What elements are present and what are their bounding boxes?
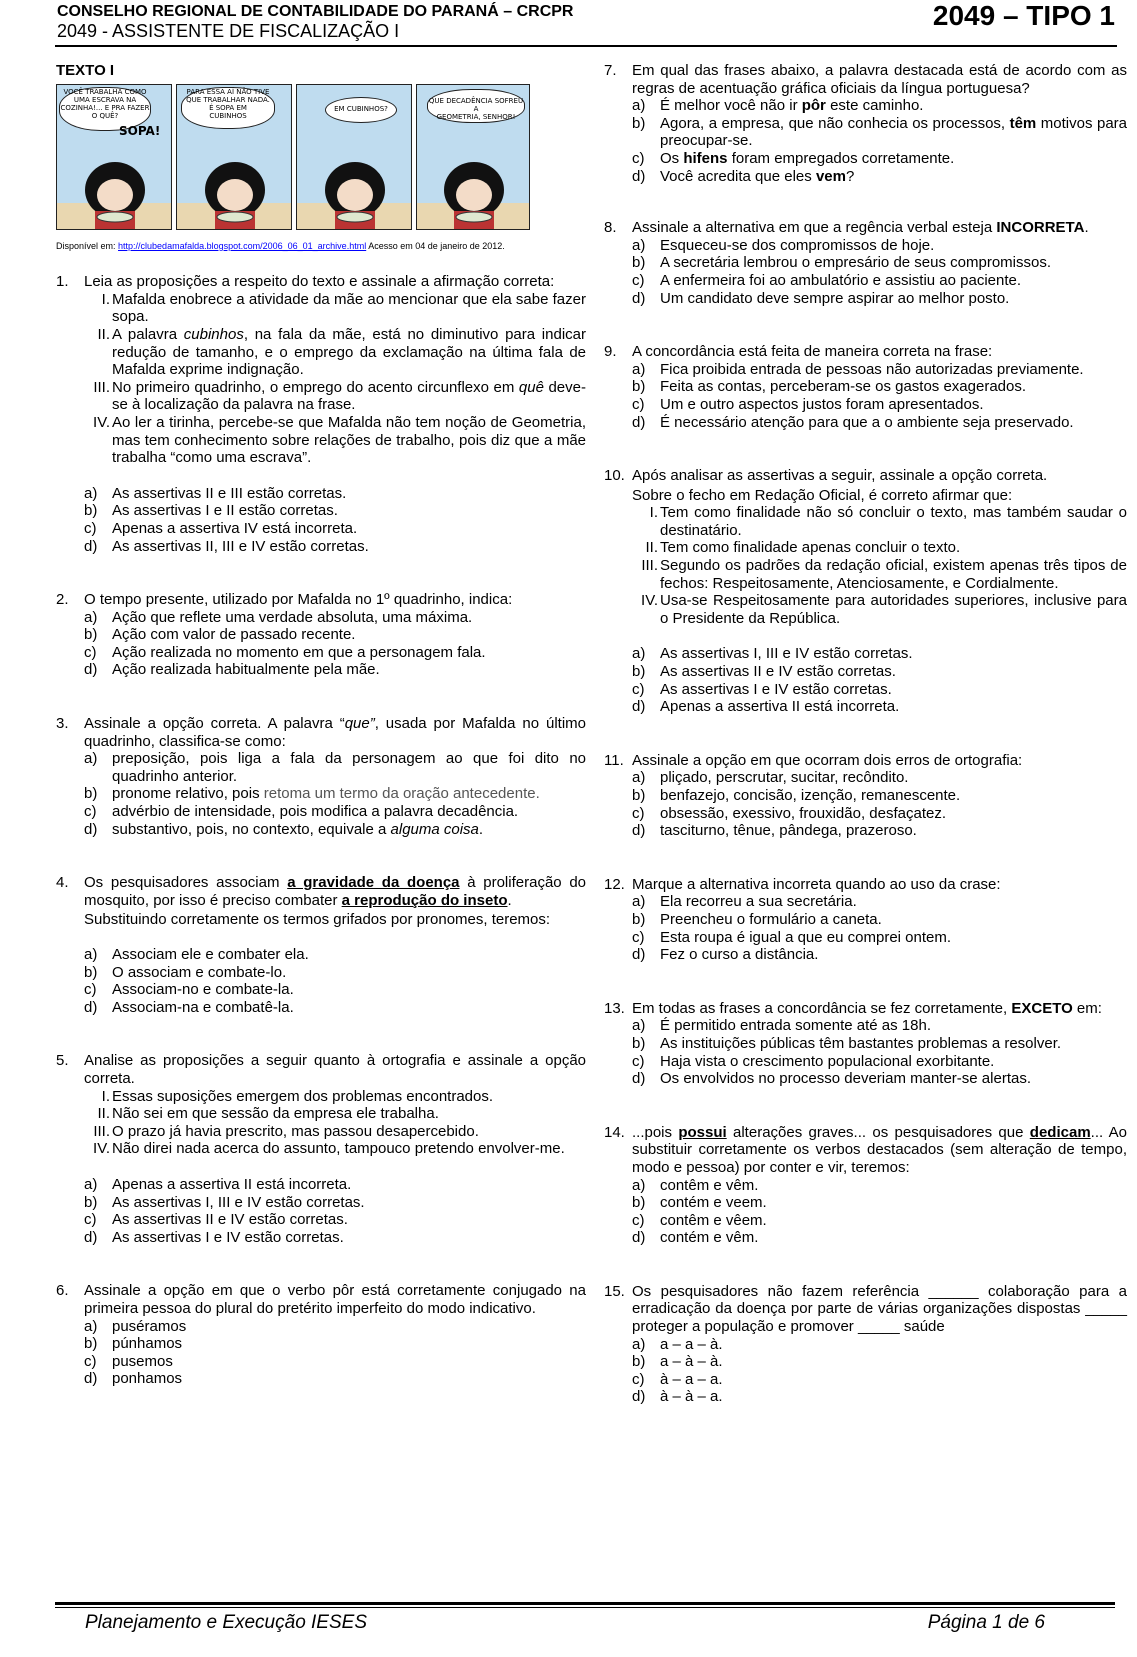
- option-c[interactable]: c) à – a – a.: [632, 1370, 723, 1388]
- question-2: 2. O tempo presente, utilizado por Mafalda no 1º quadrinho, indica: a) Ação que reflete uma verdade absoluta, uma máxima. b) Ação com valor de passado recente. c) Ação realizada no momento em que a personagem fala. d) Ação realizada habitualmente pela mãe.: [56, 591, 586, 679]
- option-c[interactable]: c) Ação realizada no momento em que a personagem fala.: [84, 643, 486, 661]
- option-a[interactable]: a) pliçado, perscrutar, sucitar, recôndito.: [632, 769, 909, 787]
- assertion: IV. Ao ler a tirinha, percebe-se que Mafalda não tem noção de Geometria, mas tem conhecimento sobre relações de trabalho, pois diz que a mãe trabalha “como uma escrava”.: [93, 413, 586, 467]
- mafalda-figure: [297, 145, 412, 230]
- mafalda-figure: [417, 145, 530, 230]
- option-c[interactable]: c) Os hifens foram empregados corretamente.: [632, 149, 955, 167]
- comic-panel-4: [416, 84, 530, 230]
- option-d[interactable]: d) Os envolvidos no processo deveriam manter-se alertas.: [632, 1070, 1032, 1088]
- question-12: 12. Marque a alternativa incorreta quando ao uso da crase: a) Ela recorreu a sua secretária. b) Preencheu o formulário a caneta. c) Esta roupa é igual a que eu comprei ontem. d) Fez o curso a distância.: [604, 876, 1127, 964]
- option-d[interactable]: d) As assertivas I e IV estão corretas.: [84, 1228, 344, 1246]
- option-b[interactable]: b) A secretária lembrou o empresário de seus compromissos.: [632, 254, 1051, 272]
- assertion: IV. Não direi nada acerca do assunto, tampouco pretendo envolver-me.: [93, 1140, 565, 1158]
- question-9: 9. A concordância está feita de maneira correta na frase: a) Fica proibida entrada de pessoas não autorizadas previamente. b) Feita as contas, perceberam-se os gastos exagerados. c) Um e outro aspectos justos foram apresentados. d) É necessário atenção para que a o ambiente seja preservado.: [604, 343, 1127, 431]
- option-c[interactable]: c) As assertivas II e IV estão corretas.: [84, 1211, 348, 1229]
- speech-bubble: VOCÊ TRABALHA COMO UMA ESCRAVA NA COZINHA!... E PRA FAZER O QUÊ?: [59, 87, 151, 131]
- option-c[interactable]: c) pusemos: [84, 1352, 173, 1370]
- speech-bubble: EM CUBINHOS?: [325, 97, 397, 123]
- option-a[interactable]: a) puséramos: [84, 1317, 187, 1335]
- option-d[interactable]: d) É necessário atenção para que a o ambiente seja preservado.: [632, 413, 1074, 431]
- speech-bubble: QUE DECADÊNCIA SOFREU A GEOMETRIA, SENHOR!: [427, 89, 525, 123]
- source-link[interactable]: http://clubedamafalda.blogspot.com/2006_06_01_archive.html: [118, 240, 367, 251]
- option-d[interactable]: d) Um candidato deve sempre aspirar ao melhor posto.: [632, 289, 1010, 307]
- option-a[interactable]: a) Ação que reflete uma verdade absoluta, uma máxima.: [84, 608, 473, 626]
- option-b[interactable]: b) As assertivas I e II estão corretas.: [84, 502, 338, 520]
- option-c[interactable]: c) Haja vista o crescimento populacional exorbitante.: [632, 1052, 995, 1070]
- header-divider: [55, 45, 1117, 47]
- header-exam: 2049 - ASSISTENTE DE FISCALIZAÇÃO I: [57, 21, 400, 41]
- option-b[interactable]: b) Preencheu o formulário a caneta.: [632, 910, 882, 928]
- assertion: II. Tem como finalidade apenas concluir o texto.: [645, 539, 961, 557]
- footer-left: Planejamento e Execução IESES: [85, 1612, 368, 1633]
- option-d[interactable]: d) Apenas a assertiva II está incorreta.: [632, 698, 900, 716]
- assertion: I. Essas suposições emergem dos problemas encontrados.: [101, 1087, 494, 1105]
- option-b[interactable]: b) Agora, a empresa, que não conhecia os processos, têm motivos para preocupar-se.: [632, 114, 1127, 150]
- question-6: 6. Assinale a opção em que o verbo pôr está corretamente conjugado na primeira pessoa do plural do pretérito imperfeito do modo indicativo. a) puséramos b) púnhamos c) pusemos d) ponhamos: [56, 1282, 586, 1388]
- comic-source: Disponível em: http://clubedamafalda.blogspot.com/2006_06_01_archive.html Acesso em 04 de janeiro de 2012.: [56, 240, 505, 251]
- right-column: [604, 62, 1127, 1406]
- option-c[interactable]: c) Esta roupa é igual a que eu comprei ontem.: [632, 928, 952, 946]
- question-5: 5. Analise as proposições a seguir quanto à ortografia e assinale a opção correta. I. Essas suposições emergem dos problemas encontrados. II. Não sei em que sessão da empresa ele trabalha. III. O prazo já havia prescrito, mas passou desapercebido. IV. Não direi nada acerca do assunto, tampouco pretendo envolver-me. a) Apenas a assertiva II está incorreta. b) As assertivas I, III e IV estão corretas. c) As assertivas II e IV estão corretas. d) As assertivas I e IV estão corretas.: [56, 1052, 586, 1246]
- option-c[interactable]: c) Associam-no e combate-la.: [84, 981, 294, 999]
- question-14: 14. ...pois possui alterações graves... os pesquisadores que dedicam... Ao substituir corretamente os verbos destacados (sem alteração de tempo, modo e pessoa) por conter e vir, teremos: a) contêm e vêm. b) contém e veem. c) contêm e vêem. d) contém e vêm.: [604, 1123, 1127, 1247]
- option-b[interactable]: b) púnhamos: [84, 1335, 183, 1353]
- assertion: III. O prazo já havia prescrito, mas passou desapercebido.: [93, 1122, 479, 1140]
- option-b[interactable]: b) a – à – à.: [632, 1353, 723, 1371]
- question-13: 13. Em todas as frases a concordância se fez corretamente, EXCETO em: a) É permitido entrada somente até as 18h. b) As instituições públicas têm bastantes problemas a resolver. c) Haja vista o crescimento populacional exorbitante. d) Os envolvidos no processo deveriam manter-se alertas.: [604, 1000, 1127, 1088]
- option-a[interactable]: a) Ela recorreu a sua secretária.: [632, 893, 857, 911]
- option-d[interactable]: d) contém e vêm.: [632, 1229, 759, 1247]
- option-c[interactable]: c) As assertivas I e IV estão corretas.: [632, 680, 892, 698]
- option-b[interactable]: b) benfazejo, concisão, izenção, remanescente.: [632, 787, 961, 804]
- option-d[interactable]: d) tasciturno, tênue, pândega, prazeroso.: [632, 822, 917, 840]
- question-10-sub: Sobre o fecho em Redação Oficial, é correto afirmar que:: [632, 486, 1013, 504]
- option-a[interactable]: a) As assertivas I, III e IV estão corretas.: [632, 645, 913, 663]
- question-10: 10. Após analisar as assertivas a seguir, assinale a opção correta. Sobre o fecho em Redação Oficial, é correto afirmar que: I. Tem como finalidade não só concluir o texto, mas também saudar o destinatário. II. Tem como finalidade apenas concluir o texto. III. Segundo os padrões da redação oficial, existem apenas três tipos de fechos: Respeitosamente, Atenciosamente, e Cordialmente. IV. Usa-se Respeitosamente para autoridades superiores, inclusive para o Presidente da República. a) As assertivas I, III e IV estão corretas. b) As assertivas II e IV estão corretas. c) As assertivas I e IV estão corretas. d) Apenas a assertiva II está incorreta.: [604, 467, 1127, 716]
- footer-divider: [55, 1602, 1115, 1605]
- comic-text-sopa: SOPA!: [119, 123, 161, 138]
- option-c[interactable]: c) Um e outro aspectos justos foram apresentados.: [632, 395, 984, 413]
- option-b[interactable]: b) O associam e combate-lo.: [84, 963, 287, 981]
- option-a[interactable]: a) Esqueceu-se dos compromissos de hoje.: [632, 236, 935, 254]
- speech-bubble: PARA ESSA AÍ NÃO TIVE QUE TRABALHAR NADA. É SOPA EM CUBINHOS: [181, 87, 275, 129]
- mafalda-figure: [57, 145, 172, 230]
- assertion: II. Não sei em que sessão da empresa ele trabalha.: [97, 1105, 439, 1123]
- option-c[interactable]: c) obsessão, exessivo, frouxidão, desfaçatez.: [632, 804, 946, 822]
- option-a[interactable]: a) preposição, pois liga a fala da personagem ao que foi dito no quadrinho anterior.: [84, 750, 586, 785]
- option-b[interactable]: b) As assertivas I, III e IV estão corretas.: [84, 1193, 365, 1211]
- left-column: [56, 62, 586, 1388]
- footer-page-number: Página 1 de 6: [927, 1612, 1045, 1633]
- option-d[interactable]: d) Associam-na e combatê-la.: [84, 998, 294, 1016]
- option-d[interactable]: d) Você acredita que eles vem?: [632, 167, 855, 185]
- option-d[interactable]: d) Ação realizada habitualmente pela mãe.: [84, 661, 380, 679]
- question-15: 15. Os pesquisadores não fazem referência ______ colaboração para a erradicação da doença por parte de várias organizações dispostas _____ proteger a população e promover _____ saúde a) a – a – à. b) a – à – à. c) à – a – a. d) à – à – a.: [604, 1282, 1127, 1406]
- option-c[interactable]: c) contêm e vêem.: [632, 1211, 767, 1229]
- question-3: 3. Assinale a opção correta. A palavra “que”, usada por Mafalda no último quadrinho, classifica-se como: a) preposição, pois liga a fala da personagem ao que foi dito no quadrinho anterior. b) pronome relativo, pois retoma um termo da oração antecedente. c) advérbio de intensidade, pois modifica a palavra decadência. d) substantivo, pois, no contexto, equivale a alguma coisa.: [56, 715, 586, 838]
- header-tipo: 2049 – TIPO 1: [932, 0, 1115, 31]
- assertion: II. A palavra cubinhos, na fala da mãe, está no diminutivo para indicar redução de tamanho, e o emprego da exclamação na última fala de Mafalda exprime indignação.: [97, 325, 586, 379]
- option-d[interactable]: d) ponhamos: [84, 1370, 183, 1388]
- texto-title: TEXTO I: [56, 62, 115, 79]
- option-a[interactable]: a) É melhor você não ir pôr este caminho.: [632, 97, 924, 115]
- option-a[interactable]: a) É permitido entrada somente até as 18h.: [632, 1017, 931, 1035]
- option-c[interactable]: c) A enfermeira foi ao ambulatório e assistiu ao paciente.: [632, 271, 1022, 289]
- option-c[interactable]: c) Apenas a assertiva IV está incorreta.: [84, 519, 358, 537]
- option-a[interactable]: a) Apenas a assertiva II está incorreta.: [84, 1175, 352, 1193]
- option-c[interactable]: c) advérbio de intensidade, pois modifica a palavra decadência.: [84, 803, 519, 821]
- option-d[interactable]: d) As assertivas II, III e IV estão corretas.: [84, 537, 369, 555]
- option-b[interactable]: b) pronome relativo, pois retoma um termo da oração antecedente.: [84, 785, 540, 803]
- footer-divider-thin: [55, 1607, 1115, 1608]
- option-b[interactable]: b) contém e veem.: [632, 1194, 767, 1212]
- assertion: I. Mafalda enobrece a atividade da mãe ao mencionar que ela sabe fazer sopa.: [101, 290, 586, 326]
- comic-panel-3: [296, 84, 412, 230]
- option-d[interactable]: d) à – à – a.: [632, 1388, 723, 1406]
- mafalda-figure: [177, 145, 292, 230]
- comic-strip: [56, 84, 530, 232]
- option-b[interactable]: b) Feita as contas, perceberam-se os gastos exagerados.: [632, 378, 1027, 396]
- assertion: III. Segundo os padrões da redação oficial, existem apenas três tipos de fechos: Respeitosamente, Atenciosamente, e Cordialmente.: [641, 557, 1127, 592]
- option-a[interactable]: a) Associam ele e combater ela.: [84, 946, 309, 963]
- question-11: 11. Assinale a opção em que ocorram dois erros de ortografia: a) pliçado, perscrutar, sucitar, recôndito. b) benfazejo, concisão, izenção, remanescente. c) obsessão, exessivo, frouxidão, desfaçatez. d) tasciturno, tênue, pândega, prazeroso.: [604, 752, 1127, 840]
- option-a[interactable]: a) Fica proibida entrada de pessoas não autorizadas previamente.: [632, 360, 1084, 378]
- comic-panel-2: [176, 84, 292, 230]
- option-d[interactable]: d) Fez o curso a distância.: [632, 946, 819, 964]
- option-a[interactable]: a) As assertivas II e III estão corretas.: [84, 484, 347, 502]
- option-b[interactable]: b) As assertivas II e IV estão corretas.: [632, 663, 896, 681]
- assertion: III. No primeiro quadrinho, o emprego do acento circunflexo em quê deve-se à localização da palavra na frase.: [93, 378, 586, 414]
- question-7: 7. Em qual das frases abaixo, a palavra destacada está de acordo com as regras de acentuação gráfica oficiais da língua portuguesa? a) É melhor você não ir pôr este caminho. b) Agora, a empresa, que não conhecia os processos, têm motivos para preocupar-se. c) Os hifens foram empregados corretamente. d) Você acredita que eles vem?: [604, 62, 1127, 185]
- option-b[interactable]: b) Ação com valor de passado recente.: [84, 626, 356, 644]
- question-4-sub: Substituindo corretamente os termos grifados por pronomes, teremos:: [84, 911, 551, 929]
- comic-panel-1: [56, 84, 172, 230]
- header-org: CONSELHO REGIONAL DE CONTABILIDADE DO PARANÁ – CRCPR: [57, 3, 574, 20]
- option-a[interactable]: a) a – a – à.: [632, 1335, 723, 1353]
- question-1: 1. Leia as proposições a respeito do texto e assinale a afirmação correta:: [56, 273, 555, 291]
- assertion: IV. Usa-se Respeitosamente para autoridades superiores, inclusive para o Presidente da República.: [641, 592, 1127, 627]
- question-4: 4. Os pesquisadores associam a gravidade da doença à proliferação do mosquito, por isso é preciso combater a reprodução do inseto. Substituindo corretamente os termos grifados por pronomes, teremos: a) Associam ele e combater ela. b) O associam e combate-lo. c) Associam-no e combate-la. d) Associam-na e combatê-la.: [56, 874, 587, 1016]
- option-b[interactable]: b) As instituições públicas têm bastantes problemas a resolver.: [632, 1034, 1062, 1052]
- assertion: I. Tem como finalidade não só concluir o texto, mas também saudar o destinatário.: [649, 504, 1127, 539]
- option-d[interactable]: d) substantivo, pois, no contexto, equivale a alguma coisa.: [84, 820, 484, 838]
- option-a[interactable]: a) contêm e vêm.: [632, 1176, 759, 1194]
- question-8: 8. Assinale a alternativa em que a regência verbal esteja INCORRETA. a) Esqueceu-se dos compromissos de hoje. b) A secretária lembrou o empresário de seus compromissos. c) A enfermeira foi ao ambulatório e assistiu ao paciente. d) Um candidato deve sempre aspirar ao melhor posto.: [604, 219, 1127, 307]
